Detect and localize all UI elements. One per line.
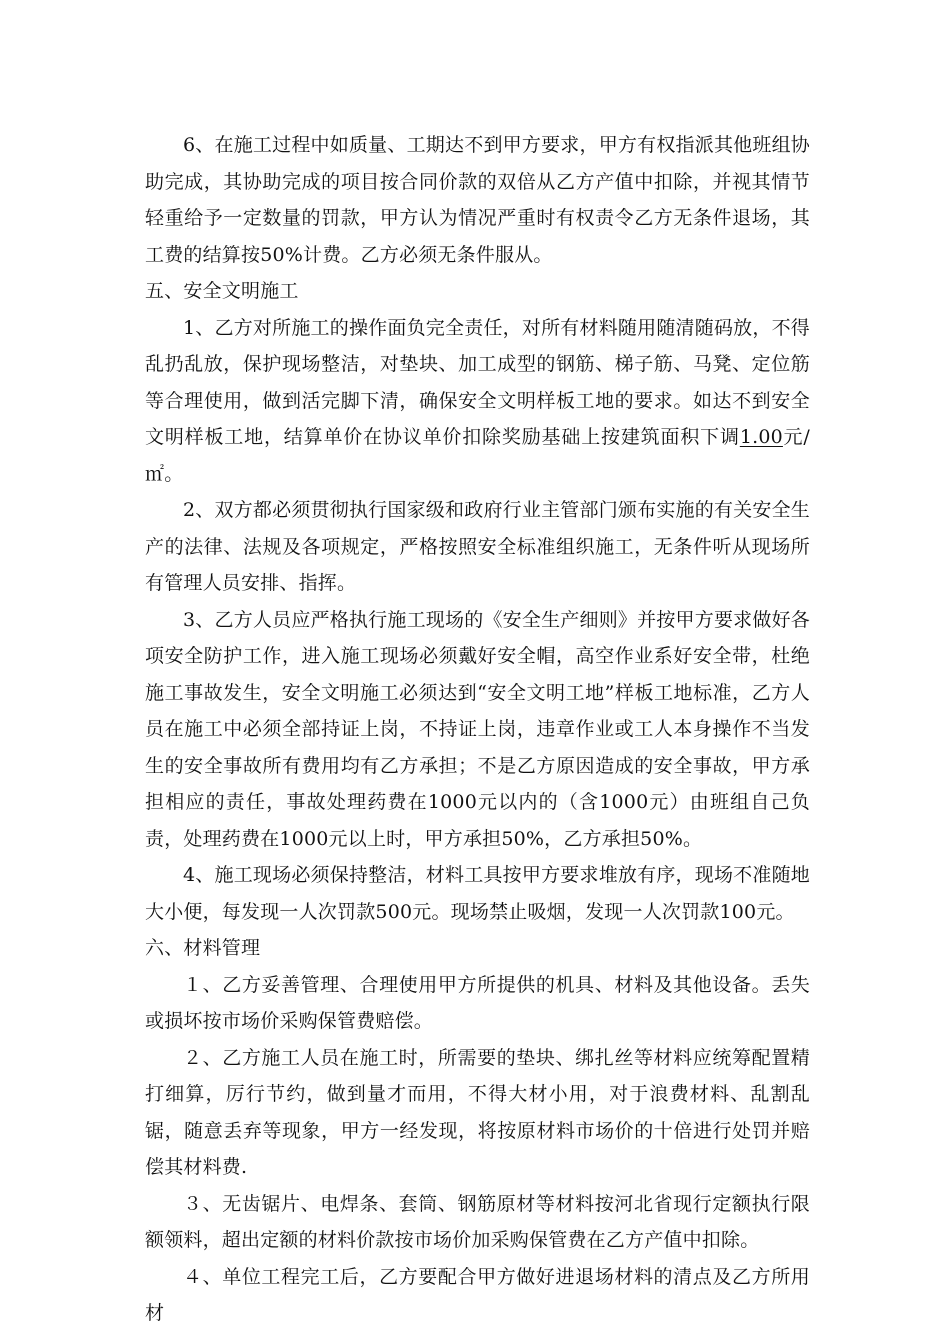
paragraph-5-3: 3、乙方人员应严格执行施工现场的《安全生产细则》并按甲方要求做好各项安全防护工作，进入施工现场必须戴好安全帽，高空作业系好安全带，杜绝施工事故发生，安全文明施工必须达到“安全文明工地”样板工地标准，乙方人员在施工中必须全部持证上岗，不持证上岗，违章作业或工人本身操作不当发生的安全事故所有费用均有乙方承担；不是乙方原因造成的安全事故，甲方承担相应的责任，事故处理药费在1000元以内的（含1000元）由班组自己负责，处理药费在1000元以上时，甲方承担50%，乙方承担50%。 xyxy=(145,608,810,850)
paragraph-6-4: ４、单位工程完工后，乙方要配合甲方做好进退场材料的清点及乙方所用材 xyxy=(145,1265,810,1324)
document-body xyxy=(145,127,810,1332)
paragraph-5-1-text: 1、乙方对所施工的操作面负完全责任，对所有材料随用随清随码放，不得乱扔乱放，保护现场整洁，对垫块、加工成型的钢筋、梯子筋、马凳、定位筋等合理使用，做到活完脚下清，确保安全文明样板工地的要求。如达不到安全文明样板工地，结算单价在协议单价扣除奖励基础上按建筑面积下调 xyxy=(145,316,810,448)
price-reduction-amount: 1.00 xyxy=(739,426,783,448)
paragraph-6-3: ３、无齿锯片、电焊条、套筒、钢筋原材等材料按河北省现行定额执行限额领料，超出定额的材料价款按市场价加采购保管费在乙方产值中扣除。 xyxy=(145,1192,810,1251)
paragraph-5-1 xyxy=(145,310,810,493)
paragraph-5-1-unit: 元/㎡。 xyxy=(145,426,810,485)
section-heading-6: 六、材料管理 xyxy=(145,937,261,959)
paragraph-6-1: １、乙方妥善管理、合理使用甲方所提供的机具、材料及其他设备。丢失或损坏按市场价采购保管费赔偿。 xyxy=(145,973,810,1032)
paragraph-5-2: 2、双方都必须贯彻执行国家级和政府行业主管部门颁布实施的有关安全生产的法律、法规及各项规定，严格按照安全标准组织施工，无条件听从现场所有管理人员安排、指挥。 xyxy=(145,499,810,594)
paragraph-5-4: 4、施工现场必须保持整洁，材料工具按甲方要求堆放有序，现场不准随地大小便，每发现一人次罚款500元。现场禁止吸烟，发现一人次罚款100元。 xyxy=(145,864,810,923)
section-heading-5: 五、安全文明施工 xyxy=(145,280,299,302)
paragraph-6-2: ２、乙方施工人员在施工时，所需要的垫块、绑扎丝等材料应统筹配置精打细算，厉行节约，做到量才而用，不得大材小用，对于浪费材料、乱割乱锯，随意丢弃等现象，甲方一经发现，将按原材料市场价的十倍进行处罚并赔偿其材料费. xyxy=(145,1046,810,1178)
paragraph-4-6: 6、在施工过程中如质量、工期达不到甲方要求，甲方有权指派其他班组协助完成，其协助完成的项目按合同价款的双倍从乙方产值中扣除，并视其情节轻重给予一定数量的罚款，甲方认为情况严重时有权责令乙方无条件退场，其工费的结算按50%计费。乙方必须无条件服从。 xyxy=(145,134,810,266)
